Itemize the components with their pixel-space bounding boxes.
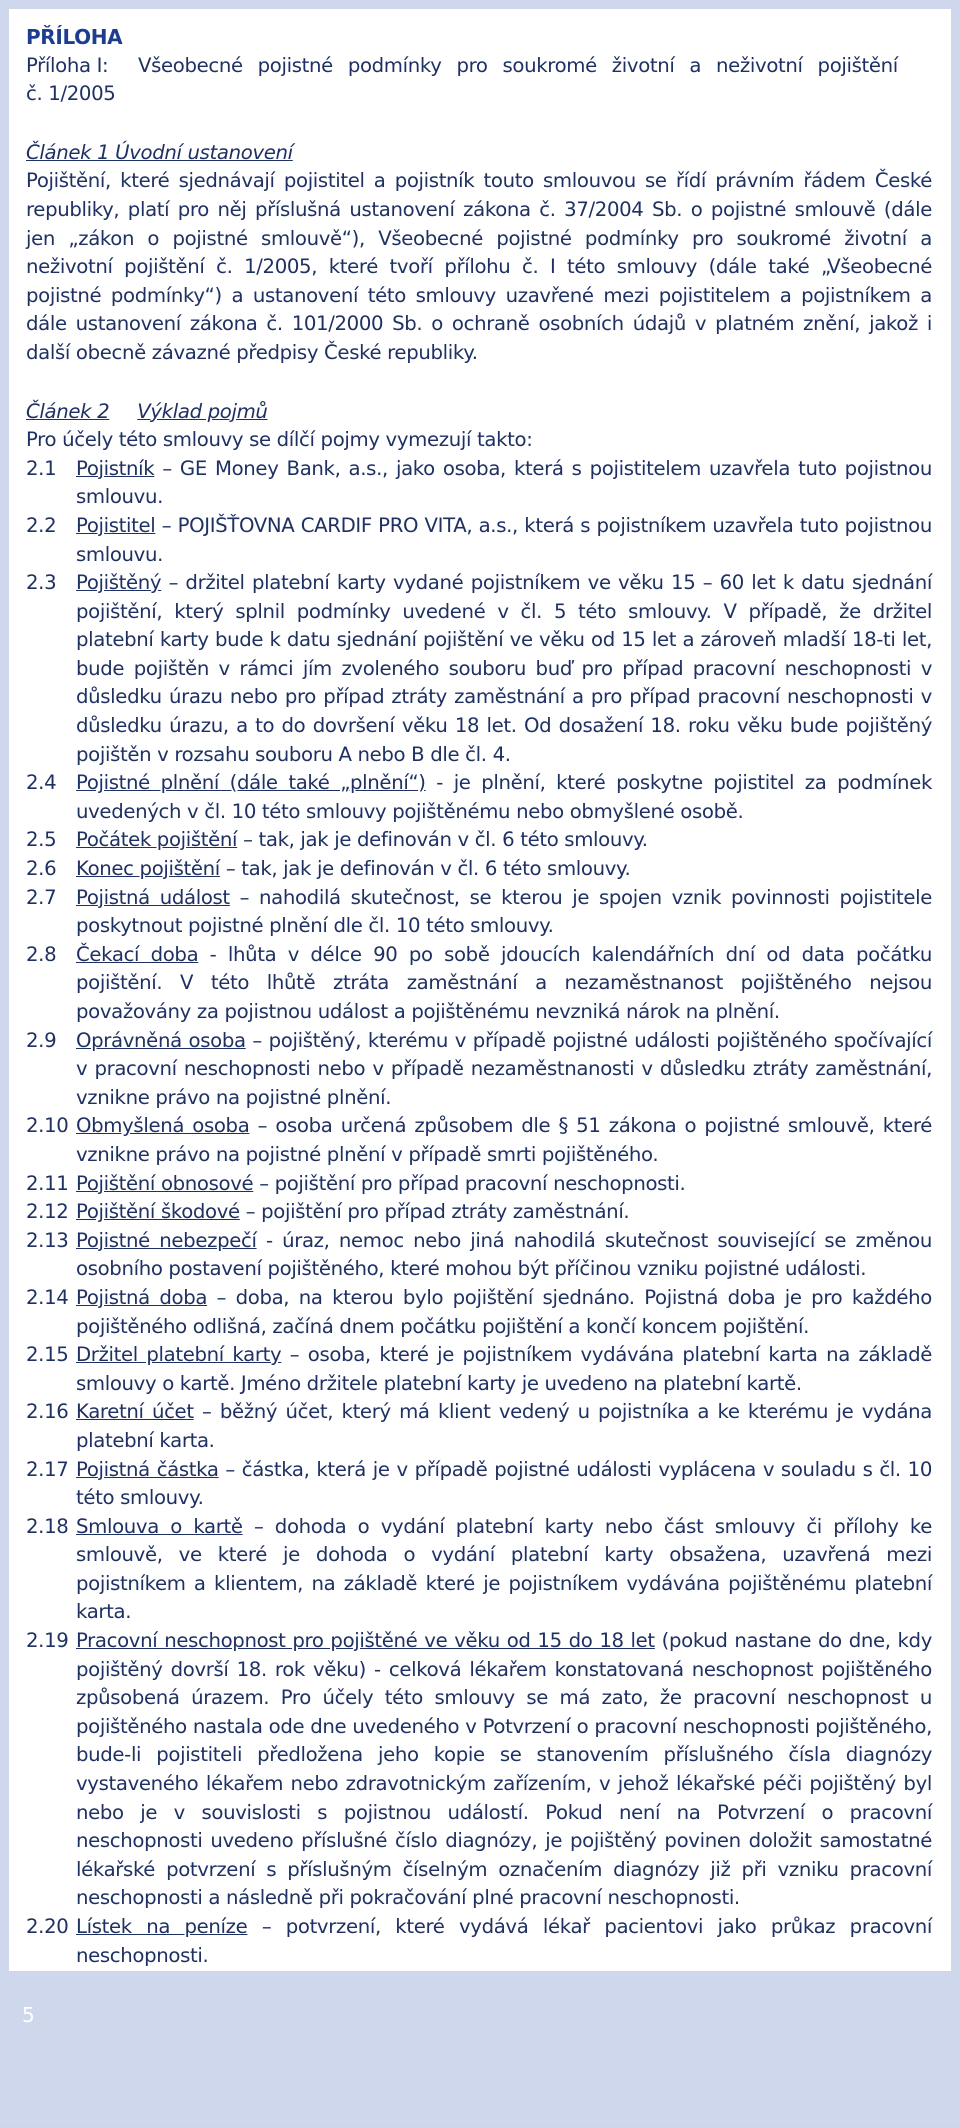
definition-number: 2.3 [26,571,57,595]
definition-text: – běžný účet, který má klient vedený u pojistníka a ke kterému je vydána platební karta. [76,1400,932,1452]
page-number: 5 [22,2003,35,2027]
definition-text: – osoba, které je pojistníkem vydávána platební karta na základě smlouvy o kartě. Jméno držitele platební karty je uvedeno na platební kartě. [76,1343,932,1395]
annex-title: Všeobecné pojistné podmínky pro soukromé životní a neživotní pojištění [138,53,898,77]
definition-item [26,769,932,826]
definition-item [26,1284,932,1341]
definition-body [76,769,932,826]
definition-term: Pojistné plnění (dále také „plnění“) [76,771,426,795]
definition-number: 2.19 [26,1629,69,1653]
definition-term: Pracovní neschopnost pro pojištěné ve věku od 15 do 18 let [76,1629,655,1653]
definition-item [26,455,932,512]
definition-body [76,455,932,512]
definition-item [26,1913,932,1970]
definition-text: – dohoda o vydání platební karty nebo část smlouvy či přílohy ke smlouvě, ve které je dohoda o vydání platební karty obsažena, uzavřená mezi pojistníkem a klientem, na základě které je pojistníkem vydávána pojištěnému platební karta. [76,1514,932,1624]
definition-item [26,1341,932,1398]
definition-number: 2.9 [26,1028,57,1052]
definition-body [76,1284,932,1341]
definition-body [76,1627,932,1913]
document-content [26,23,932,2027]
definition-body [76,855,932,884]
definition-term: Pojištěný [76,571,162,595]
definition-number: 2.5 [26,828,57,852]
definition-body [76,512,932,569]
definition-term: Pojistná doba [76,1285,208,1309]
definition-number: 2.18 [26,1514,69,1538]
definition-term: Pojistitel [76,513,156,537]
definition-text: (pokud nastane do dne, kdy pojištěný dovrší 18. rok věku) - celková lékařem konstatovaná neschopnost pojištěného způsobená úrazem. Pro účely této smlouvy se má zato, že pracovní neschopnost u pojištěného nastala ode dne uvedeného v Potvrzení o pracovní neschopnosti pojištěného, bude-li pojistiteli předložena jeho kopie se stanovením příslušného čísla diagnózy vystaveného lékařem nebo zdravotnickým zařízením, v jehož lékařské péči pojištěný byl nebo je v souvislosti s pojistnou událostí. Pokud není na Potvrzení o pracovní neschopnosti uvedeno příslušné číslo diagnózy, je pojištěný povinen doložit samostatné lékařské potvrzení s příslušným číselným označením diagnózy již při vzniku pracovní neschopnosti a následně při pokračování plné pracovní neschopnosti. [76,1629,932,1910]
definition-number: 2.13 [26,1228,69,1252]
definition-item [26,884,932,941]
definition-term: Konec pojištění [76,857,220,881]
definition-term: Obmyšlená osoba [76,1114,250,1138]
definition-number: 2.20 [26,1915,69,1938]
definition-body [76,1456,932,1513]
definition-item [26,1112,932,1169]
definition-body [76,941,932,1027]
definition-number: 2.8 [26,942,57,966]
definition-item [26,1627,932,1913]
definition-term: Oprávněná osoba [76,1028,246,1052]
definition-text: – tak, jak je definován v čl. 6 této smlouvy. [219,857,631,881]
article-2-intro: Pro účely této smlouvy se dílčí pojmy vymezují takto: [26,428,533,452]
annex-title-row [26,52,932,81]
definition-number: 2.12 [26,1200,69,1224]
definition-number: 2.16 [26,1400,69,1424]
definition-term: Pojistná částka [76,1457,219,1481]
definition-item [26,1456,932,1513]
definition-text: – osoba určená způsobem dle § 51 zákona o pojistné smlouvě, které vznikne právo na pojistné plnění v případě smrti pojištěného. [76,1114,932,1166]
definition-term: Počátek pojištění [76,828,238,852]
definition-term: Lístek na peníze [76,1915,248,1938]
definition-body [76,1112,932,1169]
article-2-number: Článek 2 [26,399,110,423]
definition-text: – pojištěný, kterému v případě pojistné události pojištěného spočívající v pracovní neschopnosti nebo v případě nezaměstnanosti v důsledku ztráty zaměstnání, vznikne právo na pojistné plnění. [76,1028,932,1109]
definition-text: - úraz, nemoc nebo jiná nahodilá skutečnost související se změnou osobního postavení pojištěného, které mohou být příčinou vzniku pojistné události. [76,1228,932,1281]
definition-term: Pojištění obnosové [76,1171,254,1195]
definition-text: – doba, na kterou bylo pojištění sjednáno. Pojistná doba je pro každého pojištěného odlišná, začíná dnem počátku pojištění a končí koncem pojištění. [76,1285,932,1338]
definition-item [26,1513,932,1627]
definition-number: 2.15 [26,1343,69,1367]
definition-item [26,1198,932,1227]
definition-text: - je plnění, které poskytne pojistitel za podmínek uvedených v čl. 10 této smlouvy pojištěnému nebo obmyšlené osobě. [76,771,933,823]
definition-term: Čekací doba [76,942,199,966]
definition-text: – nahodilá skutečnost, se kterou je spojen vznik povinnosti pojistitele poskytnout pojistné plnění dle čl. 10 této smlouvy. [76,885,932,938]
definition-text: – pojištění pro případ pracovní neschopnosti. [253,1171,686,1195]
annex-title-continuation: č. 1/2005 [26,82,116,106]
definition-text: – GE Money Bank, a.s., jako osoba, která s pojistitelem uzavřela tuto pojistnou smlouvu. [76,456,932,509]
article-2-name: Výklad pojmů [137,399,268,423]
definition-term: Pojistná událost [76,885,230,909]
definition-body [76,1198,932,1227]
definition-number: 2.7 [26,885,57,909]
definition-body [76,569,932,769]
definition-number: 2.10 [26,1114,69,1138]
definition-term: Pojistné nebezpečí [76,1228,257,1252]
definition-number: 2.1 [26,456,57,480]
definition-body [76,1913,932,1970]
definition-item [26,569,932,769]
definition-text: – částka, která je v případě pojistné události vyplácena v souladu s čl. 10 této smlouvy. [76,1457,933,1510]
definition-number: 2.2 [26,513,57,537]
definition-text: – potvrzení, které vydává lékař pacientovi jako průkaz pracovní neschopnosti. [76,1915,933,1967]
annex-label: Příloha I: [26,53,109,77]
definition-text: – držitel platební karty vydané pojistníkem ve věku 15 – 60 let k datu sjednání pojištění, který splnil podmínky uvedené v čl. 5 této smlouvy. V případě, že držitel platební karty bude k datu sjednání pojištění ve věku od 15 let a zároveň mladší 18-ti let, bude pojištěn v rámci jím zvoleného souboru buď pro případ pracovní neschopnosti v důsledku úrazu nebo pro případ ztráty zaměstnání a pro případ pracovní neschopnosti v důsledku úrazu, a to do dovršení věku 18 let. Od dosažení 18. roku věku bude pojištěný pojištěn v rozsahu souboru A nebo B dle čl. 4. [76,571,932,766]
definition-text: - lhůta v délce 90 po sobě jdoucích kalendářních dní od data počátku pojištění. V této lhůtě ztráta zaměstnání a nezaměstnanost pojištěného nejsou považovány za pojistnou událost a pojištěnému nevzniká nárok na plnění. [76,942,932,1023]
definition-body [76,884,932,941]
definition-term: Pojištění škodové [76,1200,240,1224]
definition-number: 2.4 [26,771,57,795]
document-page [9,9,951,2049]
article-1-title: Článek 1 Úvodní ustanovení [26,140,293,164]
definition-body [76,1341,932,1398]
definition-body [76,1170,932,1199]
definition-term: Pojistník [76,456,155,480]
definition-item [26,941,932,1027]
definition-item [26,855,932,884]
article-2-title [26,398,932,427]
definition-item [26,1170,932,1199]
definitions-list [26,455,932,2028]
definition-item [26,1027,932,1113]
definition-term: Karetní účet [76,1400,194,1424]
section-heading: PŘÍLOHA [26,25,123,49]
definition-body [76,1227,932,1284]
definition-body [76,826,932,855]
definition-number: 2.6 [26,857,57,881]
definition-text: – pojištění pro případ ztráty zaměstnání. [239,1200,630,1224]
footer-strip [9,1971,960,2049]
definition-number: 2.14 [26,1285,69,1309]
definition-body [76,1398,932,1455]
definition-item [26,512,932,569]
definition-body [76,1513,932,1627]
definition-item [26,1398,932,1455]
definition-body [76,1027,932,1113]
definition-text: – tak, jak je definován v čl. 6 této smlouvy. [237,828,648,852]
definition-text: – POJIŠŤOVNA CARDIF PRO VITA, a.s., která s pojistníkem uzavřela tuto pojistnou smlouvu. [76,513,932,566]
definition-term: Držitel platební karty [76,1343,282,1367]
definition-item [26,1227,932,1284]
definition-term: Smlouva o kartě [76,1514,243,1538]
definition-number: 2.11 [26,1171,69,1195]
definition-item [26,826,932,855]
article-1-text: Pojištění, které sjednávají pojistitel a pojistník touto smlouvou se řídí právním řádem České republiky, platí pro něj příslušná ustanovení zákona č. 37/2004 Sb. o pojistné smlouvě (dále jen „zákon o pojistné smlouvě“), Všeobecné pojistné podmínky pro soukromé životní a neživotní pojištění č. 1/2005, které tvoří přílohu č. I této smlouvy (dále také „Všeobecné pojistné podmínky“) a ustanovení této smlouvy uzavřené mezi pojistitelem a pojistníkem a dále ustanovení zákona č. 101/2000 Sb. o ochraně osobních údajů v platném znění, jakož i další obecně závazné předpisy České republiky. [26,169,932,364]
definition-number: 2.17 [26,1457,69,1481]
